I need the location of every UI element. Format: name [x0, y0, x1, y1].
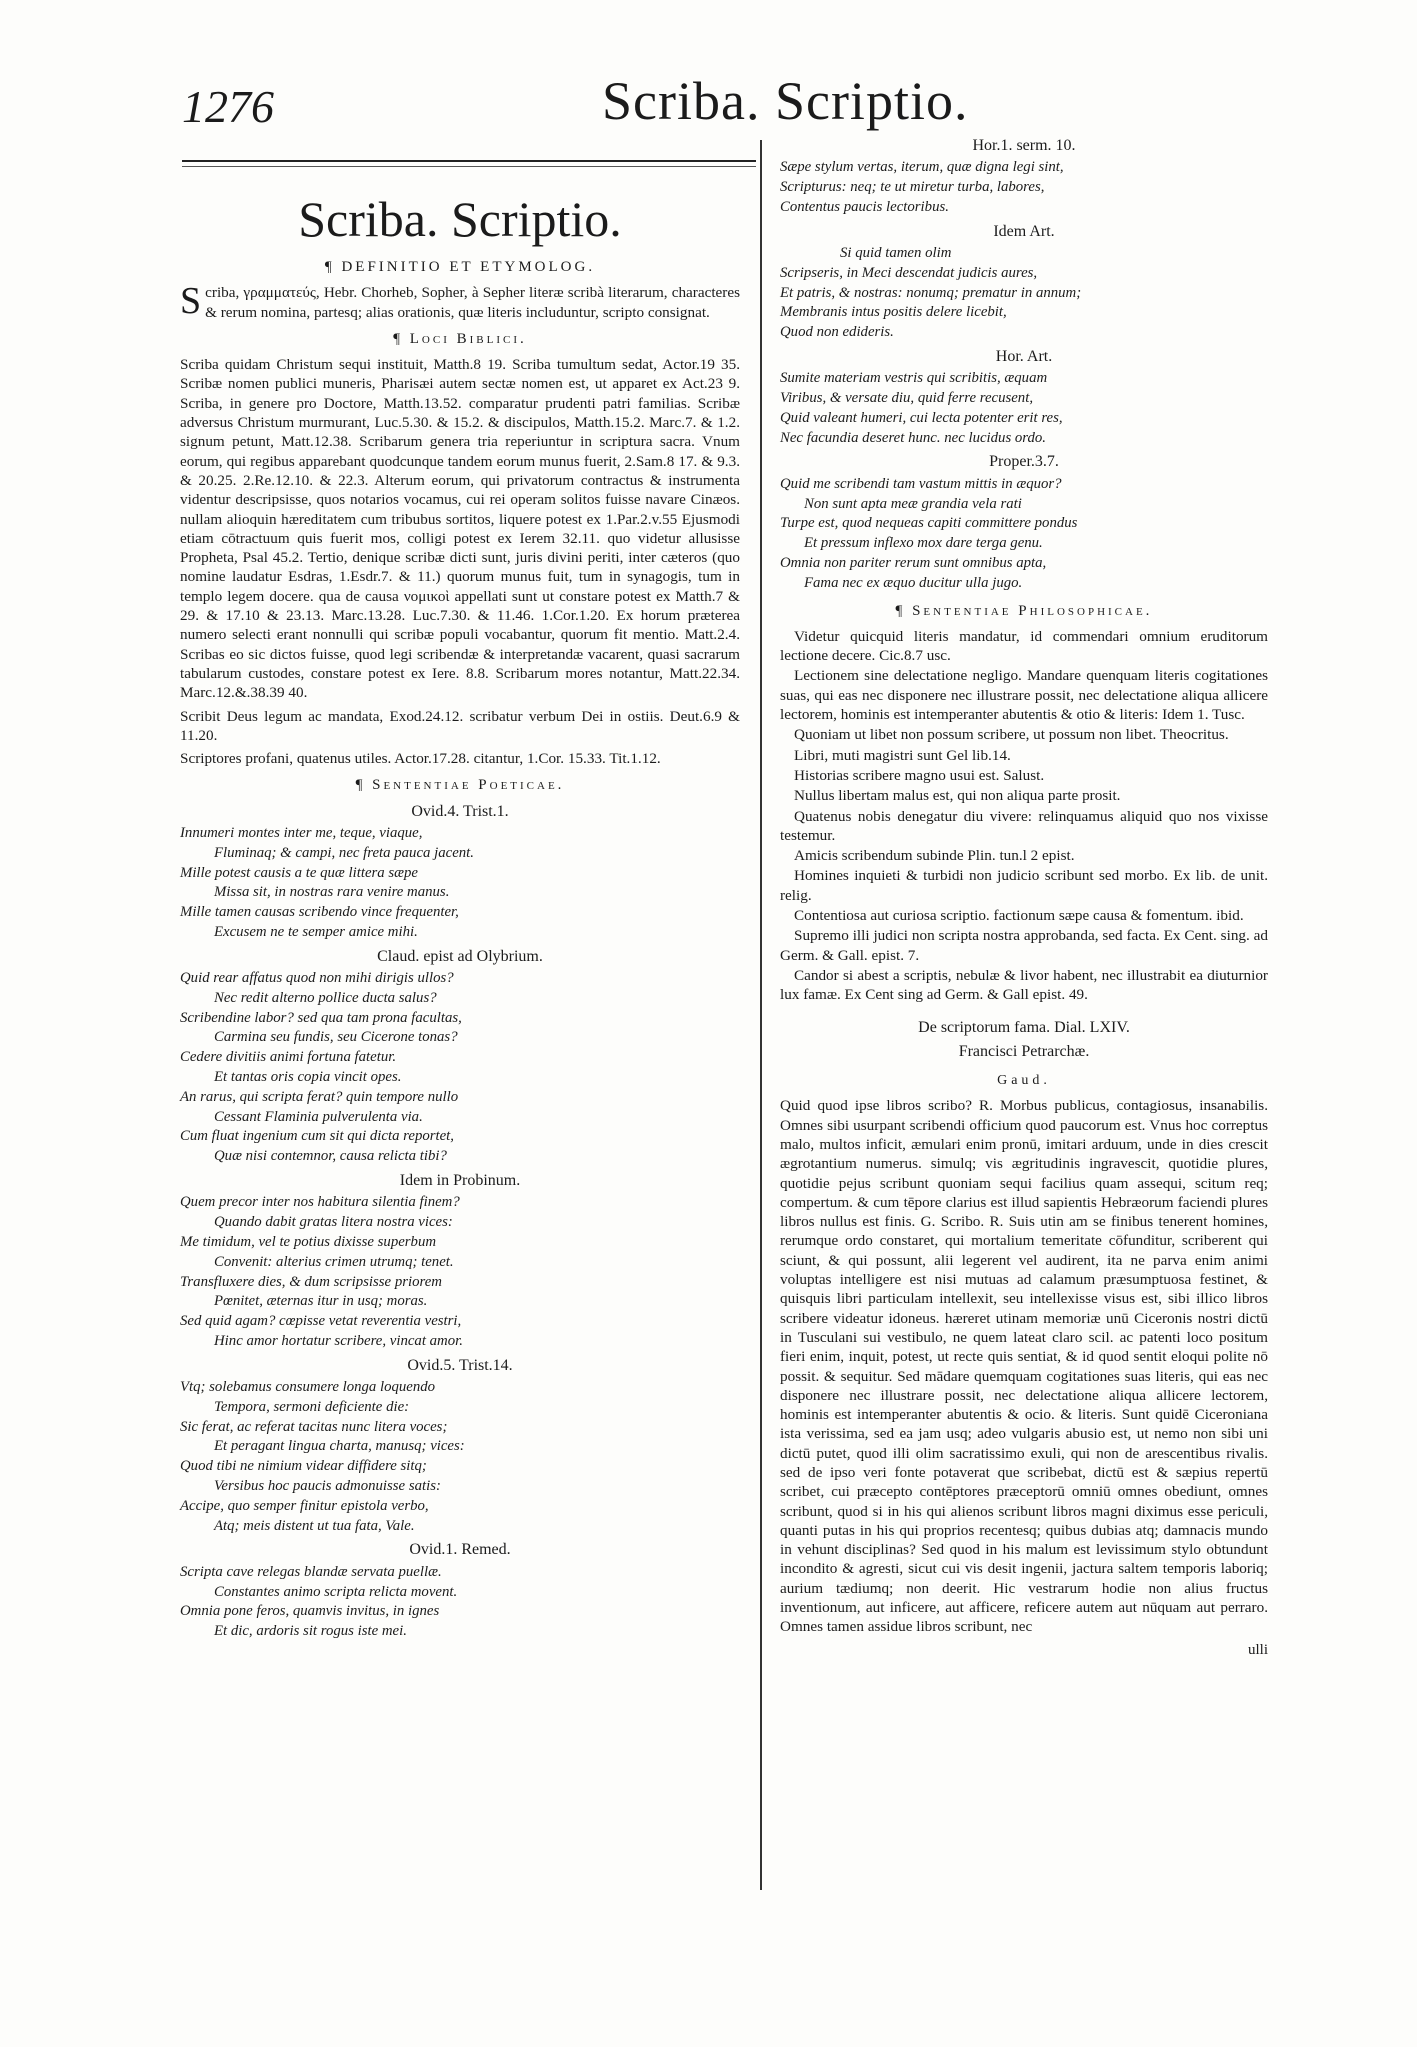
right-poems — [780, 136, 1268, 594]
verse-line: Quid valeant humeri, cui lecta potenter erit res, — [780, 409, 1063, 426]
dialogue-title: De scriptorum fama. Dial. LXIV. — [918, 1019, 1130, 1037]
sententia-item: Amicis scribendum subinde Plin. tun.l 2 epist. — [794, 847, 1075, 865]
poem-source: Idem in Probinum. — [399, 1172, 521, 1190]
verse-line: Scripturus: neq; te ut miretur turba, labores, — [780, 179, 1045, 196]
poem-verse — [180, 1193, 740, 1351]
verse-line: Nec facundia deseret hunc. nec lucidus ordo. — [780, 429, 1047, 446]
verse-line: Et pressum inflexo mox dare terga genu. — [804, 535, 1043, 552]
verse-line: Sed quid agam? cœpisse vetat reverentia vestri, — [180, 1313, 462, 1330]
sententia-item: Quatenus nobis denegatur diu vivere: relinquamus aliquid quo nos vixisse testemur. — [780, 807, 1268, 844]
sententia-item: Quoniam ut libet non possum scribere, ut possum non libet. Theocritus. — [794, 726, 1229, 744]
verse-line: Transfluxere dies, & dum scripsisse priorem — [180, 1273, 442, 1290]
dialogue-author: Francisci Petrarchæ. — [958, 1042, 1090, 1060]
poem-verse — [780, 244, 1268, 343]
verse-line: Tempora, sermoni deficiente die: — [214, 1398, 410, 1415]
verse-line: Turpe est, quod nequeas capiti committere pondus — [780, 515, 1078, 532]
verse-line: Atq; meis distent ut tua fata, Vale. — [214, 1517, 415, 1534]
poem-source: Idem Art. — [993, 222, 1055, 240]
loci-biblici-heading: ¶ Loci Biblici. — [393, 330, 527, 347]
verse-line: Et tantas oris copia vincit opes. — [214, 1069, 402, 1086]
sententia-item: Nullus libertam malus est, qui non aliqua parte prosit. — [794, 787, 1121, 805]
verse-line: Et peragant lingua charta, manusq; vices: — [214, 1438, 465, 1455]
verse-line: Quid rear affatus quod non mihi dirigis ullos? — [180, 970, 454, 987]
poeticae-heading: ¶ Sententiae Poeticae. — [355, 777, 565, 794]
verse-line: Mille tamen causas scribendo vince frequenter, — [180, 904, 459, 921]
dialogue-text: Quid quod ipse libros scribo? R. Morbus publicus, contagiosus, insanabilis. Omnes sibi usurpant scribendi officium quod paucorum est. Vnus hoc correptus malo, multos inficit, æmulari enim pronū, imitari arduum, unde in dies crescit ægrotantium numerus. simulq; vis ægritudinis ingravescit, quotidie plures, quotidie pejus scribunt quoniam sequi facilius quam assequi, scitum req; compertum. & cum tēpore clarius est illud sapientis Hebræorum faciendi plures libros nullus est finis. G. Scribo. R. Suis utin am se finibus tenerent homines, rerumque ordo constaret, qui mortalium temeritate cōfunditur, scriberent qui sciunt, & qui possunt, alii legerent vel audirent, ita ne parva enim animi voluptas intelligere est nisi mutuas ad calamum præsumptuosa festinet, & quisquis libri particulam intellexit, seu intellexisse visus est, sibi illico libros scribere videatur idoneus. hæreret utinam memoriæ unū Ciceronis nostri dictū in Tusculani sui vestibulo, ne quem lateat claro scil. ac patenti loco positum fieri enim, inquit, potest, ut recte quis sentiat, & id quod sentit eloqui polite nō possit. & sequitur. Sed mādare quemquam cogitationes suas literis, qui eas nec disponere nec illustrare possit, nec delectatione aliqua allicere lectorem, hominis est intemperanter abutentis & ocio. & literis. Sunt quidē Ciceroniana ista verissima, sed ea jam usq; adeo vulgaris abusio est, ut nemo non sibi uni dictū putet, quod illi olim sacratissimo exuli, qui non de arescentibus rivalis. sed de ipso veri fonte potaverat que scribebat, dictū est & sæpius repertū scribet, cui præcepto contēptores præceptorū omniū omnes obediunt, omnes scribunt, quod si in his qui alienos scribunt libros magni diximus esse periculi, quanti putas in his qui proprios recentesq; quibus dubias atq; damnacis mundo in vehunt disciplinas? Sed quod in his malum est levissimum stylo obtundunt incondito & agresti, sicut cui vis desit ingenii, jactura saltem temporis laboriq; aurium tædiumq; non deerit. Hic vestrarum hodie non alius fructus inventionum, aut inficere, aut afficere, reficere autem aut nūquam aut perraro. Omnes tamen assidue libros scribunt, nec — [780, 1097, 1268, 1636]
verse-line: Viribus, & versate diu, quid ferre recusent, — [780, 390, 1034, 407]
poem-source: Claud. epist ad Olybrium. — [377, 947, 543, 965]
definitio-text: Scriba, γραμματεύς, Hebr. Chorheb, Sopher, à Sepher literæ scribà literarum, characteres & rerum nomina, partesq; alias orationis, quæ literis includuntur, scripto consignat. — [180, 280, 740, 323]
verse-line: Constantes animo scripta relicta movent. — [214, 1583, 458, 1600]
verse-line: Scribendine labor? sed qua tam prona facultas, — [180, 1009, 462, 1026]
verse-line: Fama nec ex æquo ducitur ulla jugo. — [804, 574, 1023, 591]
verse-line: Pœnitet, æternas itur in usq; moras. — [214, 1293, 428, 1310]
verse-line: Quæ nisi contemnor, causa relicta tibi? — [214, 1148, 447, 1165]
verse-line: Quod tibi ne nimium videar diffidere sitq; — [180, 1458, 427, 1475]
sententia-item: Contentiosa aut curiosa scriptio. factionum sæpe causa & fomentum. ibid. — [794, 906, 1244, 924]
philosophicae-heading: ¶ Sententiae Philosophicae. — [895, 602, 1153, 619]
verse-line: An rarus, qui scripta ferat? quin tempore nullo — [180, 1088, 459, 1105]
catchword: ulli — [1247, 1641, 1268, 1658]
verse-line: Sumite materiam vestris qui scribitis, æquam — [780, 370, 1048, 387]
loci-biblici-text: Scriba quidam Christum sequi instituit, Matth.8 19. Scriba tumultum sedat, Actor.19 35. Scribæ nomen publici muneris, Pharisæi autem sectæ nomen est, ut apparet ex Act.23 9. Scriba, in genere pro Doctore, Matth.13.52. comparatur prudenti patri familias. Scribæ adversus Christum murmurant, Luc.5.30. & 15.2. & discipulos, Matth.15.2. Marc.7. & 1.2. signum petunt, Matt.12.38. Scribarum genera tria reperiuntur in scriptura sacra. Vnum eorum, qui regibus apparebant quodcunque tandem eorum munus fuerit, 2.Sam.8 17. & 9.3. & 20.25. 2.Re.12.10. & 22.3. Alterum eorum, qui privatorum contractus & instrumenta videntur descripsisse, quos notarios vocamus, cui rei operam solitos fuisse navare Cinæos. nullam alioquin hæreditatem cum tribubus sortitos, liquere potest ex 1.Par.2.v.55 Ejusmodi etiam cōtractuum quis fuerit mos, colligi potest ex Ierem 32.11. quo videtur allusisse Propheta, Psal 45.2. Tertio, denique scribæ dicti sunt, juris divini periti, inter cæteros (quo nomine laudatur Esdras, 1.Esdr.7. & 11.) quorum munus fuit, tum in synagogis, tum in templo legem docere. qua de causa νομικοὶ appellati sunt ut constare potest ex Matth.7 & 29. & 17.10 & 23.13. Marc.13.28. Luc.7.30. & 11.46. 1.Cor.1.20. Ex horum præterea numero selecti erant nonnulli qui scribæ populi vocabantur, quorum fit mentio. Matt.2.4. Scribas eo sic dictos fuisse, quod legi scribendæ & interpretandæ vacarent, quasi sacrarum tabularum custodes, constare potest ex Iere. 8.8. Scribarum mores notantur, Matt.22.34. Marc.12.&.38.39 40. — [180, 356, 740, 702]
poem-verse — [780, 475, 1268, 594]
left-poems — [180, 802, 740, 1642]
loci-biblici-text-2: Scribit Deus legum ac mandata, Exod.24.12. scribatur verbum Dei in ostiis. Deut.6.9 & 11.20. — [180, 707, 740, 744]
poem-source: Ovid.1. Remed. — [409, 1541, 511, 1559]
verse-line: Quid me scribendi tam vastum mittis in æquor? — [780, 475, 1062, 492]
verse-line: Cessant Flaminia pulverulenta via. — [214, 1108, 423, 1125]
sententia-item: Videtur quicquid literis mandatur, id commendari omnium eruditorum lectione decere. Cic.8.7 usc. — [780, 627, 1268, 665]
left-column — [180, 190, 740, 1642]
verse-line: Accipe, quo semper finitur epistola verbo, — [180, 1497, 429, 1514]
verse-line: Vtq; solebamus consumere longa loquendo — [180, 1379, 436, 1396]
verse-line: Missa sit, in nostras rara venire manus. — [214, 884, 450, 901]
verse-line: Non sunt apta meæ grandia vela rati — [804, 495, 1022, 512]
verse-line: Innumeri montes inter me, teque, viaque, — [180, 825, 423, 842]
poem-verse — [180, 824, 740, 943]
header-rule — [182, 160, 756, 162]
verse-line: Quando dabit gratas litera nostra vices: — [214, 1214, 453, 1231]
poem-source: Hor. Art. — [995, 347, 1053, 365]
verse-line: Scripta cave relegas blandæ servata puellæ. — [180, 1563, 442, 1580]
verse-line: Sic ferat, ac referat tacitas nunc litera voces; — [180, 1418, 448, 1435]
poem-verse — [780, 158, 1268, 217]
verse-line: Et dic, ardoris sit rogus iste mei. — [214, 1623, 407, 1640]
verse-line: Versibus hoc paucis admonuisse satis: — [214, 1478, 441, 1495]
poem-verse — [180, 969, 740, 1167]
poem-verse — [780, 369, 1268, 448]
verse-line: Carmina seu fundis, seu Cicerone tonas? — [214, 1029, 458, 1046]
poem-verse — [180, 1563, 740, 1642]
verse-line: Et patris, & nostras: nonumq; prematur in annum; — [780, 284, 1082, 301]
verse-line: Membranis intus positis delere licebit, — [780, 304, 1007, 321]
sententia-item: Libri, muti magistri sunt Gel lib.14. — [794, 746, 1011, 764]
verse-line: Excusem ne te semper amice mihi. — [214, 924, 418, 940]
verse-line: Scripseris, in Meci descendat judicis aures, — [780, 264, 1038, 281]
right-column — [780, 132, 1268, 1660]
verse-line: Fluminaq; & campi, nec freta pauca jacent. — [214, 844, 474, 861]
verse-line: Omnia pone feros, quamvis invitus, in ignes — [180, 1603, 440, 1620]
philosophicae-list — [780, 627, 1268, 1005]
running-title: Scriba. Scriptio. — [602, 71, 969, 131]
sententia-item: Homines inquieti & turbidi non judicio scribunt sed morbo. Ex lib. de unit. relig. — [780, 867, 1268, 904]
verse-line: Hinc amor hortatur scribere, vincat amor. — [214, 1332, 463, 1349]
verse-line: Sæpe stylum vertas, iterum, quæ digna legi sint, — [780, 159, 1064, 176]
sententia-item: Historias scribere magno usui est. Salust. — [794, 766, 1045, 784]
poem-source: Ovid.4. Trist.1. — [411, 802, 509, 820]
verse-line: Cedere divitiis animi fortuna fatetur. — [180, 1049, 397, 1066]
verse-line: Si quid tamen olim — [840, 244, 952, 261]
verse-line: Me timidum, vel te potius dixisse superbum — [180, 1233, 437, 1250]
speaker-label: Gaud. — [997, 1073, 1051, 1089]
poem-source: Hor.1. serm. 10. — [972, 137, 1076, 154]
poem-verse — [180, 1378, 740, 1536]
verse-line: Quod non edideris. — [780, 324, 894, 341]
loci-biblici-text-3: Scriptores profani, quatenus utiles. Actor.17.28. citantur, 1.Cor. 15.33. Tit.1.12. — [180, 750, 661, 768]
column-divider — [760, 140, 762, 1890]
verse-line: Contentus paucis lectoribus. — [780, 198, 949, 215]
poem-source: Ovid.5. Trist.14. — [407, 1356, 513, 1374]
verse-line: Mille potest causis a te quæ littera sæpe — [180, 864, 418, 881]
verse-line: Omnia non pariter rerum sunt omnibus apta, — [780, 554, 1047, 571]
sententia-item: Lectionem sine delectatione negligo. Mandare quenquam literis cogitationes suas, qui eas nec disponere nec illustrare possit, nec delectatione aliqua allicere lectorem, hominis est intemperanter abutentis & otio & literis: Idem 1. Tusc. — [780, 667, 1268, 724]
header-rule-thin — [182, 166, 756, 167]
poem-source: Proper.3.7. — [989, 453, 1059, 471]
article-title: Scriba. Scriptio. — [298, 191, 622, 247]
sententia-item: Candor si abest a scriptis, nebulæ & livor habent, nec illustrabit ea diuturnior lux famæ. Ex Cent sing ad Germ. & Gall epist. 49. — [780, 966, 1268, 1004]
verse-line: Cum fluat ingenium cum sit qui dicta reportet, — [180, 1128, 454, 1145]
verse-line: Nec redit alterno pollice ducta salus? — [214, 989, 437, 1006]
page-number: 1276 — [182, 81, 274, 132]
sententia-item: Supremo illi judici non scripta nostra approbanda, sed facta. Ex Cent. sing. ad Germ. & Gall. epist. 7. — [780, 927, 1268, 964]
verse-line: Quem precor inter nos habitura silentia finem? — [180, 1194, 460, 1211]
definitio-heading: ¶ DEFINITIO ET ETYMOLOG. — [324, 259, 596, 275]
verse-line: Convenit: alterius crimen utrumq; tenet. — [214, 1253, 454, 1270]
